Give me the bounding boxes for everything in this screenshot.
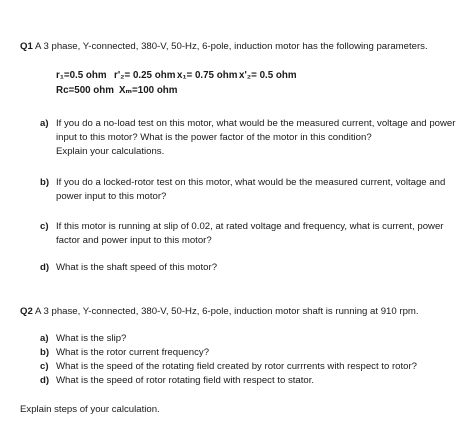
- q1-part-b-label: b): [40, 177, 50, 188]
- q1-part-d-label: d): [40, 262, 50, 273]
- q1-heading: [20, 40, 428, 54]
- q2-heading: [20, 305, 419, 319]
- q1-part-c: [40, 220, 460, 248]
- q1-part-a-line1: If you do a no-load test on this motor, what would be the measured current, voltage and power: [56, 118, 456, 129]
- param-rc: Rᴄ=500 ohm: [56, 85, 114, 96]
- q2-part-d: [40, 374, 460, 388]
- q2-part-c: [40, 360, 460, 374]
- q1-part-d-line1: What is the shaft speed of this motor?: [56, 262, 218, 273]
- q1-part-c-label: c): [40, 221, 49, 232]
- q1-part-b: [40, 176, 460, 204]
- q1-intro: A 3 phase, Y-connected, 380-V, 50-Hz, 6-pole, induction motor has the following parameters.: [34, 41, 428, 52]
- q2-part-b-text: What is the rotor current frequency?: [56, 347, 210, 358]
- param-x1: x₁= 0.75 ohm: [177, 70, 238, 81]
- q1-part-b-line1: If you do a locked-rotor test on this motor, what would be the measured current, voltage and: [56, 177, 446, 188]
- q2-part-b: [40, 346, 460, 360]
- q2-number: Q2: [20, 306, 33, 317]
- q1-part-c-line2: factor and power input to this motor?: [56, 235, 212, 246]
- q1-part-a: [40, 117, 460, 159]
- q2-closing: Explain steps of your calculation.: [20, 404, 160, 415]
- param-xm: Xₘ=100 ohm: [119, 85, 178, 96]
- q1-part-a-line2: input to this motor? What is the power factor of the motor in this condition?: [56, 132, 372, 143]
- q2-intro: A 3 phase, Y-connected, 380-V, 50-Hz, 6-pole, induction motor shaft is running at 910 rpm.: [34, 306, 419, 317]
- q2-part-b-label: b): [40, 347, 50, 358]
- q2-part-d-text: What is the speed of rotor rotating field with respect to stator.: [56, 375, 315, 386]
- param-x2: x'₂= 0.5 ohm: [239, 70, 297, 81]
- q1-part-d: [40, 261, 460, 275]
- q1-part-c-line1: If this motor is running at slip of 0.02, at rated voltage and frequency, what is current, power: [56, 221, 444, 232]
- q2-part-c-label: c): [40, 361, 49, 372]
- param-r1: r₁=0.5 ohm: [56, 70, 107, 81]
- q1-params-row1: [56, 69, 297, 83]
- q1-part-a-line3: Explain your calculations.: [56, 146, 165, 157]
- q2-part-a-label: a): [40, 333, 49, 344]
- q1-params-row2: [56, 84, 178, 98]
- param-r2: r'₂= 0.25 ohm: [114, 70, 176, 81]
- q2-part-d-label: d): [40, 375, 50, 386]
- q1-part-a-label: a): [40, 118, 49, 129]
- q1-part-b-line2: power input to this motor?: [56, 191, 167, 202]
- q1-number: Q1: [20, 41, 33, 52]
- q2-part-c-text: What is the speed of the rotating field created by rotor currrents with respect to rotor?: [56, 361, 418, 372]
- q2-part-a: [40, 332, 460, 346]
- q2-part-a-text: What is the slip?: [56, 333, 127, 344]
